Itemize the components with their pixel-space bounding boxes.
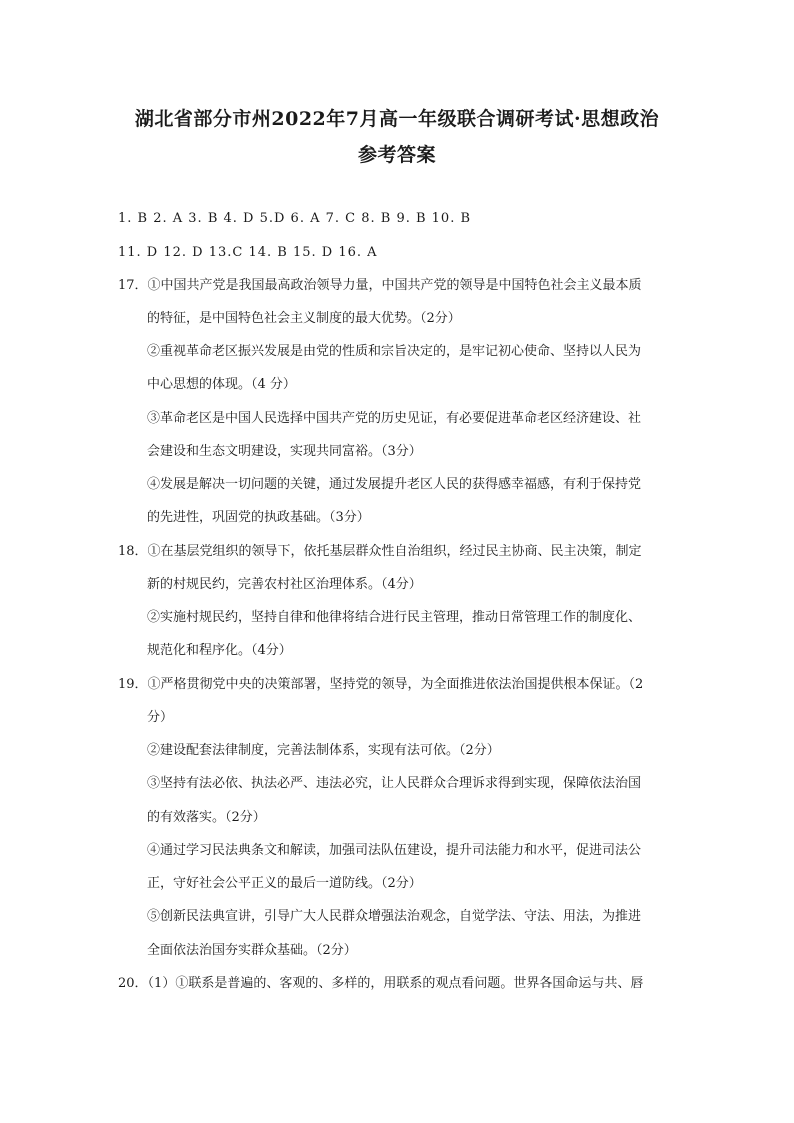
q19-line-8: ⑤创新民法典宣讲，引导广大人民群众增强法治观念，自觉学法、守法、用法，为推进 xyxy=(147,909,642,924)
q19-line-2: 分） xyxy=(147,710,174,725)
q17-line-5: ③革命老区是中国人民选择中国共产党的历史见证，有必要促进革命老区经济建设、社 xyxy=(147,411,642,426)
q18-line-4: 规范化和程序化。（4分） xyxy=(147,643,292,658)
q17-line-2: 的特征，是中国特色社会主义制度的最大优势。（2分） xyxy=(147,311,461,326)
page-title: 湖北省部分市州2022年7月高一年级联合调研考试·思想政治 xyxy=(134,108,660,130)
q17-line-6: 会建设和生态文明建设，实现共同富裕。（3分） xyxy=(147,444,422,459)
q19-line-7: 正，守好社会公平正义的最后一道防线。（2分） xyxy=(147,876,422,891)
q17-line-7: ④发展是解决一切问题的关键，通过发展提升老区人民的获得感幸福感，有利于保持党 xyxy=(147,477,642,492)
q18-line-3: ②实施村规民约，坚持自律和他律将结合进行民主管理，推动日常管理工作的制度化、 xyxy=(147,610,642,625)
q17-line-4: 中心思想的体现。（4 分） xyxy=(147,377,296,392)
q18-line-2: 新的村规民约，完善农村社区治理体系。（4分） xyxy=(147,577,422,592)
q17-line-3: ②重视革命老区振兴发展是由党的性质和宗旨决定的，是牢记初心使命、坚持以人民为 xyxy=(147,344,642,359)
q19-line-6: ④通过学习民法典条文和解读，加强司法队伍建设，提升司法能力和水平，促进司法公 xyxy=(147,843,642,858)
q19-line-1: 19．①严格贯彻党中央的决策部署，坚持党的领导，为全面推进依法治国提供根本保证。（2 xyxy=(118,677,644,692)
q19-line-3: ②建设配套法律制度，完善法制体系，实现有法可依。（2分） xyxy=(147,743,500,758)
q18-line-1: 18．①在基层党组织的领导下，依托基层群众性自治组织，经过民主协商、民主决策，制定 xyxy=(118,544,642,559)
q19-line-4: ③坚持有法必依、执法必严、违法必究，让人民群众合理诉求得到实现，保障依法治国 xyxy=(147,776,642,791)
page-subtitle: 参考答案 xyxy=(357,144,436,166)
mc-answers-row-2: 11. D 12. D 13.C 14. B 15. D 16. A xyxy=(118,245,378,260)
q19-line-5: 的有效落实。（2分） xyxy=(147,810,266,825)
q17-line-8: 的先进性，巩固党的执政基础。（3分） xyxy=(147,510,370,525)
mc-answers-row-1: 1. B 2. A 3. B 4. D 5.D 6. A 7. C 8. B 9. B 10. B xyxy=(118,211,472,226)
q17-line-1: 17．①中国共产党是我国最高政治领导力量，中国共产党的领导是中国特色社会主义最本质 xyxy=(118,278,642,293)
q19-line-9: 全面依法治国夯实群众基础。（2分） xyxy=(147,943,357,958)
q20-line-1: 20．（1）①联系是普遍的、客观的、多样的，用联系的观点看问题。世界各国命运与共、唇 xyxy=(118,976,644,991)
